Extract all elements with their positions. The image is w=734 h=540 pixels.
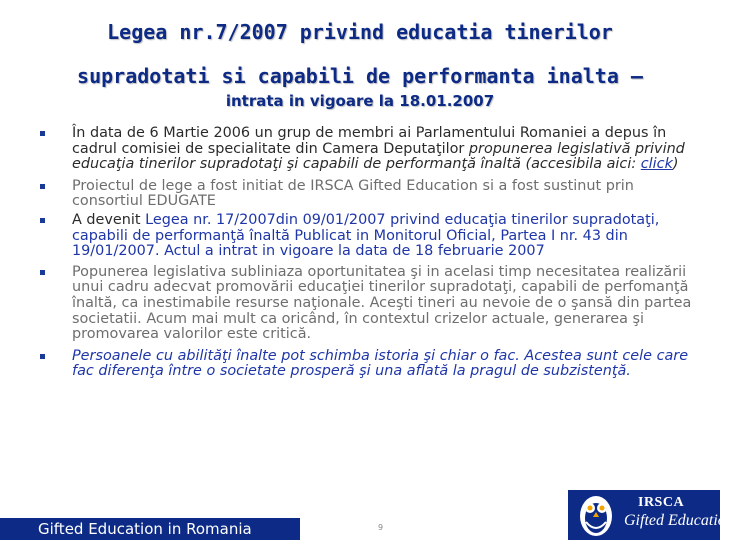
title-line-1: Legea nr.7/2007 privind educatia tinerilor <box>107 20 613 44</box>
bullet-text: Proiectul de lege a fost initiat de IRSCA Gifted Education si a fost sustinut prin consortiul EDUGATE <box>72 177 634 210</box>
bullet-text: Popunerea legislativa subliniaza oportunitatea şi in acelasi timp necesitatea realizării unui cadru adecvat promovării educaţiei tinerilor supradotaţi, capabili de perfomanţă înaltă, ca inestimabile resurse naţionale. Aceşti tineri au nevoie de o şansă din partea societatii. Acum mai mult ca oricând, în contextul crizelor actuale, generarea şi promovarea valorilor este critică. <box>72 263 692 343</box>
bullet-marker-icon <box>40 184 45 189</box>
bullet-text: Persoanele cu abilităţi înalte pot schimba istoria şi chiar o fac. Acestea sunt cele care fac diferenţa între o societate prosperă şi una aflată la pragul de subzistenţă. <box>72 347 689 380</box>
title-subtitle: intrata in vigoare la 18.01.2007 <box>225 92 495 110</box>
law-reference: Legea nr. 17/2007din 09/01/2007 privind educaţia tinerilor supradotaţi, capabili de performanţă înaltă Publicat in Monitorul Oficial, Partea I nr. 43 din 19/01/2007. Actul a intrat in vigoare la data de 18 februarie 2007 <box>72 211 660 260</box>
bullet-item <box>40 349 700 380</box>
bullet-list <box>40 126 700 380</box>
bullet-marker-icon <box>40 354 45 359</box>
footer-label: Gifted Education in Romania <box>0 518 300 540</box>
owl-logo-icon <box>576 492 616 538</box>
bullet-marker-icon <box>40 218 45 223</box>
bullet-marker-icon <box>40 270 45 275</box>
bullet-item <box>40 179 700 210</box>
irsca-logo <box>568 490 734 540</box>
title-line-2: supradotati si capabili de performanta inalta – <box>77 64 643 88</box>
bullet-item <box>40 213 700 260</box>
bullet-item <box>40 126 700 173</box>
bullet-item <box>40 265 700 343</box>
bullet-marker-icon <box>40 131 45 136</box>
logo-org-name: IRSCA <box>638 495 685 510</box>
click-link[interactable]: click <box>640 156 673 173</box>
page-number: 9 <box>378 523 384 532</box>
logo-tagline: Gifted Education <box>624 512 734 529</box>
proposal-title: propunerea legislativă privind educaţia tinerilor supradotaţi şi capabili de performanţă înaltă (accesibila aici: <box>72 140 685 173</box>
bullet-text: A devenit <box>72 211 146 228</box>
closing-paren: ) <box>672 156 679 173</box>
bullet-text: În data de 6 Martie 2006 un grup de membri ai Parlamentului Romaniei a depus în cadrul comisiei de specialitate din Camera Deputaţilor <box>72 125 667 157</box>
